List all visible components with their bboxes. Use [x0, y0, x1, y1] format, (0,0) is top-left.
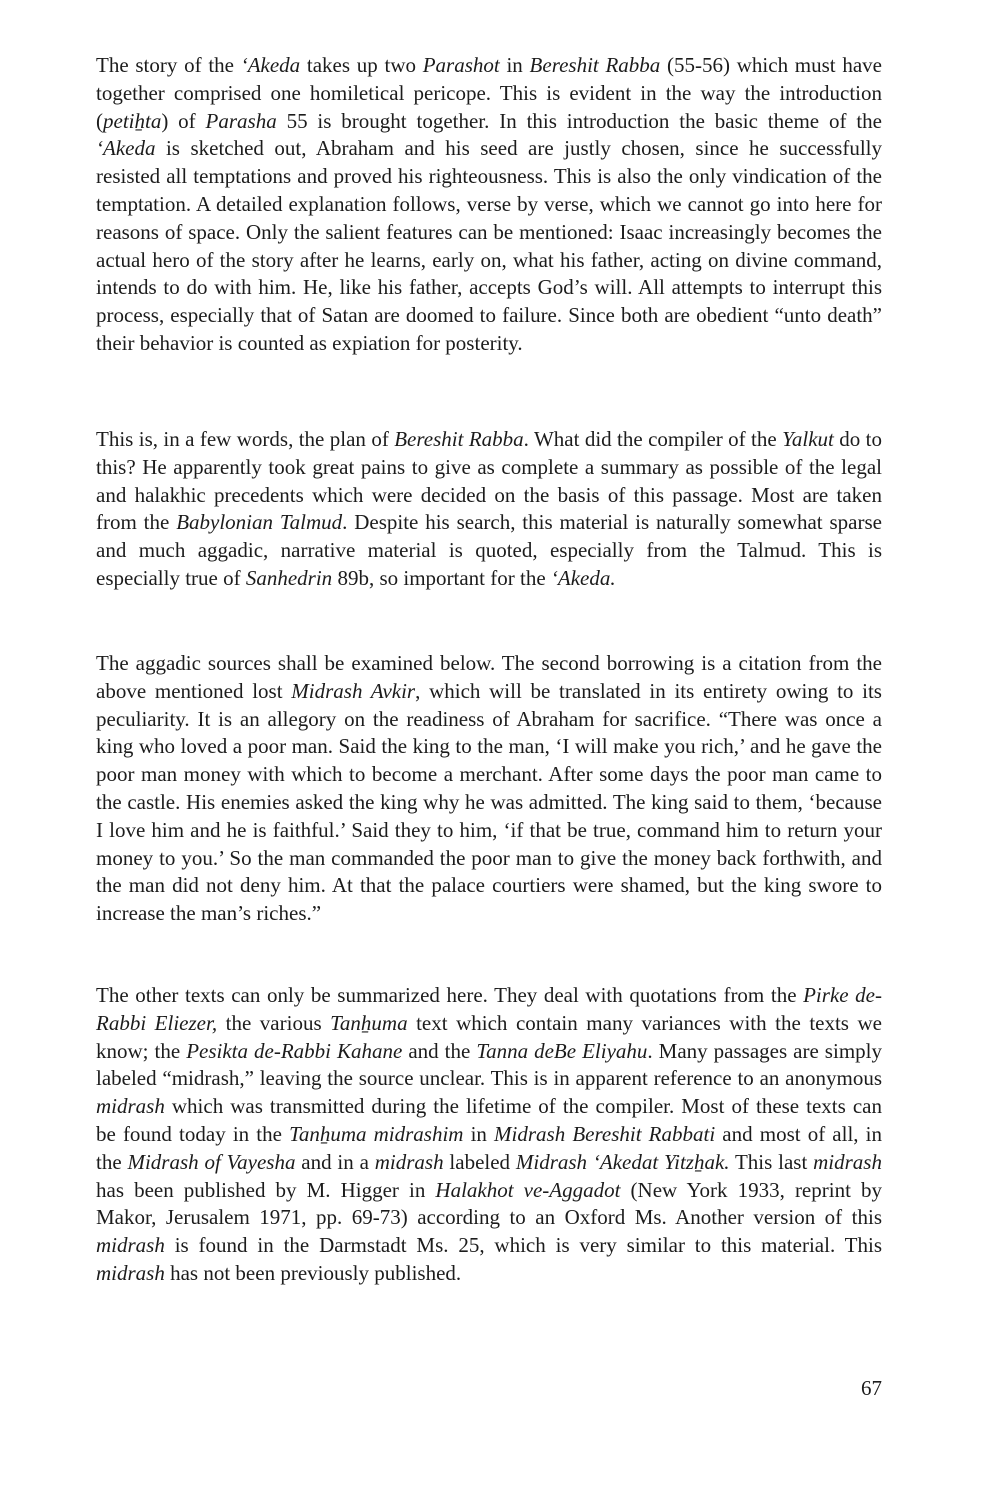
paragraph: [96, 426, 882, 593]
text-run: and in a: [295, 1149, 375, 1174]
text-run: and the: [402, 1038, 477, 1063]
text-run: is found in the Darmstadt Ms. 25, which is very similar to this material. This: [164, 1233, 882, 1258]
italic-run: petiẖta: [103, 108, 162, 133]
italic-run: ‘Akeda: [240, 53, 301, 77]
text-run: (New York 1933, reprint by Makor, Jerusalem 1971, pp. 69-73) according to an Oxford Ms. Another version of this: [96, 1177, 882, 1230]
paragraph: [96, 650, 882, 928]
italic-run: midrash: [96, 1233, 165, 1258]
text-run: . Despite his search, this material is naturally somewhat sparse and much aggadic, narrative material is quoted, especially from the Talmud. This is especially true of: [96, 510, 882, 590]
text-run: . Many passages are simply labeled “midrash,” leaving the source unclear. This is in apparent reference to an anonymous: [96, 1038, 882, 1091]
text-run: 89b, so important for the: [332, 565, 551, 590]
italic-run: Parashot: [422, 53, 500, 77]
text-run: labeled: [443, 1149, 516, 1174]
italic-run: midrash: [374, 1149, 444, 1174]
italic-run: Parasha: [205, 108, 277, 133]
italic-run: midrash: [813, 1149, 882, 1174]
text-run: in: [463, 1121, 495, 1146]
italic-run: ‘Akeda.: [550, 565, 616, 590]
italic-run: Sanhedrin: [245, 565, 333, 590]
text-run: do to this? He apparently took great pains to give as complete a summary as possible of the legal and halakhic precedents which were decided on the basis of this passage. Most are taken from the: [96, 427, 882, 535]
text-run: The story of the: [96, 53, 241, 77]
italic-run: Tanẖuma: [330, 1010, 408, 1035]
text-run: 55 is brought together. In this introduction the basic theme of the: [276, 108, 882, 133]
text-run: which was transmitted during the lifetime of the compiler. Most of these texts can be found today in the: [96, 1094, 882, 1146]
text-run: in: [499, 53, 530, 77]
text-run: This last: [729, 1149, 814, 1174]
text-run: . What did the compiler of the: [523, 427, 783, 451]
italic-run: Midrash ‘Akedat Yitzẖak.: [515, 1149, 730, 1174]
text-run: text which contain many variances with the texts we know; the: [96, 1010, 882, 1063]
italic-run: midrash: [96, 1260, 165, 1285]
italic-run: Bereshit Rabba: [529, 53, 661, 77]
text-run: has not been previously published.: [164, 1260, 462, 1285]
italic-run: Midrash of Vayesha: [127, 1149, 296, 1174]
italic-run: Pirke de-Rabbi Eliezer,: [96, 983, 882, 1035]
text-run: (55-56) which must have together comprised one homiletical pericope. This is evident in the way the introduction (: [96, 53, 883, 133]
italic-run: Midrash Bereshit Rabbati: [494, 1121, 716, 1146]
text-run: The aggadic sources shall be examined below. The second borrowing is a citation from the above mentioned lost: [96, 651, 882, 703]
text-run: is sketched out, Abraham and his seed are justly chosen, since he successfully resisted all temptations and proved his righteousness. This is also the only vindication of the temptation. A detailed explanation follows, verse by verse, which we cannot go into here for reasons of space. Only the salient features can be mentioned: Isaac increasingly becomes the actual hero of the story after he learns, early on, what his father, acting on divine command, intends to do with him. He, like his father, accepts God’s will. All attempts to interrupt this process, especially that of Satan are doomed to failure. Since both are obedient “unto death” their behavior is counted as expiation for posterity.: [96, 136, 882, 355]
italic-run: Babylonian Talmud: [176, 510, 343, 535]
italic-run: Halakhot ve-Aggadot: [435, 1177, 621, 1202]
italic-run: Yalkut: [782, 427, 834, 451]
paragraph: [96, 52, 882, 358]
italic-run: Bereshit Rabba: [394, 427, 524, 451]
text-run: ) of: [161, 108, 206, 133]
text-run: has been published by M. Higger in: [96, 1177, 436, 1202]
italic-run: ‘Akeda: [96, 136, 156, 161]
italic-run: Tanna deBe Eliyahu: [476, 1038, 648, 1063]
italic-run: Pesikta de-Rabbi Kahane: [186, 1038, 403, 1063]
text-run: The other texts can only be summarized here. They deal with quotations from the: [96, 983, 804, 1007]
italic-run: Midrash Avkir: [291, 678, 416, 703]
text-run: This is, in a few words, the plan of: [96, 427, 395, 451]
text-run: , which will be translated in its entirety owing to its peculiarity. It is an allegory on the readiness of Abraham for sacrifice. “There was once a king who loved a poor man. Said the king to the man, ‘I will make you rich,’ and he gave the poor man money with which to become a merchant. After some days the poor man came to the castle. His enemies asked the king why he was admitted. The king said to them, ‘because I love him and he is faithful.’ Said they to him, ‘if that be true, command him to return your money to you.’ So the man commanded the poor man to give the money back forthwith, and the man did not deny him. At that the palace courtiers were shamed, but the king swore to increase the man’s riches.”: [96, 678, 882, 926]
paragraph: [96, 982, 882, 1288]
page-number: 67: [861, 1376, 882, 1400]
text-run: takes up two: [300, 53, 423, 77]
italic-run: midrash: [96, 1094, 165, 1119]
text-run: and most of all, in the: [96, 1121, 883, 1174]
italic-run: Tanẖuma midrashim: [289, 1121, 464, 1146]
text-run: the various: [217, 1010, 331, 1035]
